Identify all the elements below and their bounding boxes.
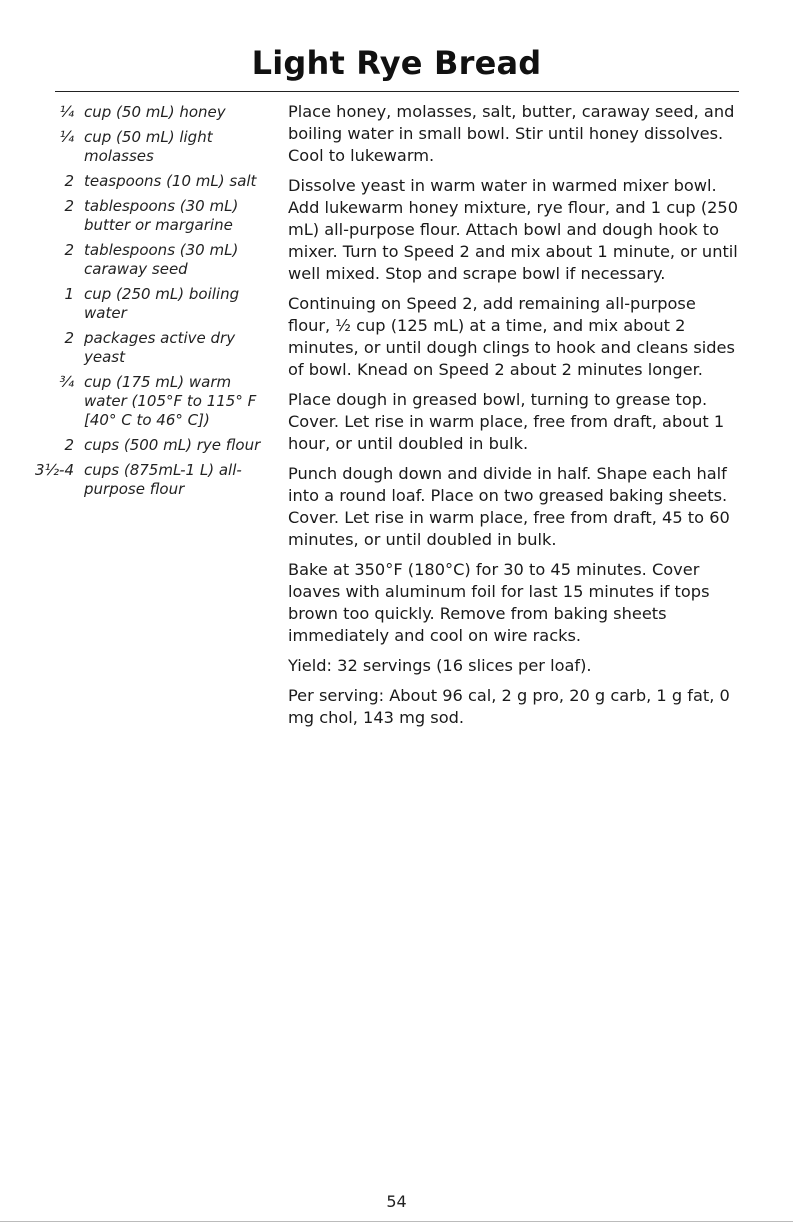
ingredient-text: cups (500 mL) rye flour — [84, 436, 261, 454]
ingredient-qty: 2 — [64, 241, 74, 259]
page-bottom-edge — [0, 1221, 793, 1222]
ingredient-text: cup (175 mL) warm water (105°F to 115° F [40° C to 46° C]) — [84, 373, 257, 429]
ingredient-qty: ¾ — [59, 373, 74, 391]
ingredient-text: tablespoons (30 mL) caraway seed — [84, 241, 239, 278]
ingredient-qty: ¼ — [59, 103, 74, 121]
ingredient-qty: 2 — [64, 436, 74, 454]
direction-paragraph: Place dough in greased bowl, turning to grease top. Cover. Let rise in warm place, free from draft, about 1 hour, or until doubled in bulk. — [288, 390, 725, 453]
ingredient-qty: 1 — [64, 285, 74, 303]
ingredient-text: teaspoons (10 mL) salt — [84, 172, 257, 190]
direction-paragraph: Punch dough down and divide in half. Shape each half into a round loaf. Place on two greased baking sheets. Cover. Let rise in warm place, free from draft, 45 to 60 minutes, or until doubled in bulk. — [288, 464, 730, 549]
directions — [288, 101, 740, 737]
ingredient-text: cup (50 mL) honey — [84, 103, 226, 121]
ingredient-text: packages active dry yeast — [84, 329, 236, 366]
ingredient-item — [28, 241, 268, 279]
ingredient-text: tablespoons (30 mL) butter or margarine — [84, 197, 239, 234]
ingredient-qty: 2 — [64, 329, 74, 347]
ingredient-item — [28, 329, 268, 367]
ingredient-item — [28, 128, 268, 166]
ingredient-item — [28, 197, 268, 235]
direction-paragraph: Place honey, molasses, salt, butter, caraway seed, and boiling water in small bowl. Stir until honey dissolves. Cool to lukewarm. — [288, 102, 735, 165]
ingredients-list — [28, 103, 268, 505]
ingredient-text: cup (250 mL) boiling water — [84, 285, 240, 322]
ingredient-item — [28, 461, 268, 499]
direction-paragraph: Bake at 350°F (180°C) for 30 to 45 minutes. Cover loaves with aluminum foil for last 15 minutes if tops brown too quickly. Remove from baking sheets immediately and cool on wire racks. — [288, 560, 710, 645]
ingredient-item — [28, 373, 268, 430]
ingredient-text: cup (50 mL) light molasses — [84, 128, 213, 165]
ingredient-text: cups (875mL-1 L) all-purpose flour — [84, 461, 242, 498]
ingredient-item — [28, 436, 268, 455]
direction-paragraph: Continuing on Speed 2, add remaining all-purpose flour, ½ cup (125 mL) at a time, and mix about 2 minutes, or until dough clings to hook and cleans sides of bowl. Knead on Speed 2 about 2 minutes longer. — [288, 294, 735, 379]
ingredient-qty: 2 — [64, 172, 74, 190]
ingredient-item — [28, 103, 268, 122]
ingredient-qty: 3½-4 — [34, 461, 74, 479]
yield-text: Yield: 32 servings (16 slices per loaf). — [288, 656, 592, 675]
ingredient-qty: ¼ — [59, 128, 74, 146]
page-title: Light Rye Bread — [251, 44, 542, 82]
title-divider — [55, 91, 739, 92]
ingredient-item — [28, 285, 268, 323]
page-number: 54 — [386, 1192, 407, 1211]
ingredient-item — [28, 172, 268, 191]
nutrition-text: Per serving: About 96 cal, 2 g pro, 20 g carb, 1 g fat, 0 mg chol, 143 mg sod. — [288, 686, 730, 727]
direction-paragraph: Dissolve yeast in warm water in warmed mixer bowl. Add lukewarm honey mixture, rye flour, and 1 cup (250 mL) all-purpose flour. Attach bowl and dough hook to mixer. Turn to Speed 2 and mix about 1 minute, or until well mixed. Stop and scrape bowl if necessary. — [288, 176, 739, 283]
ingredient-qty: 2 — [64, 197, 74, 215]
